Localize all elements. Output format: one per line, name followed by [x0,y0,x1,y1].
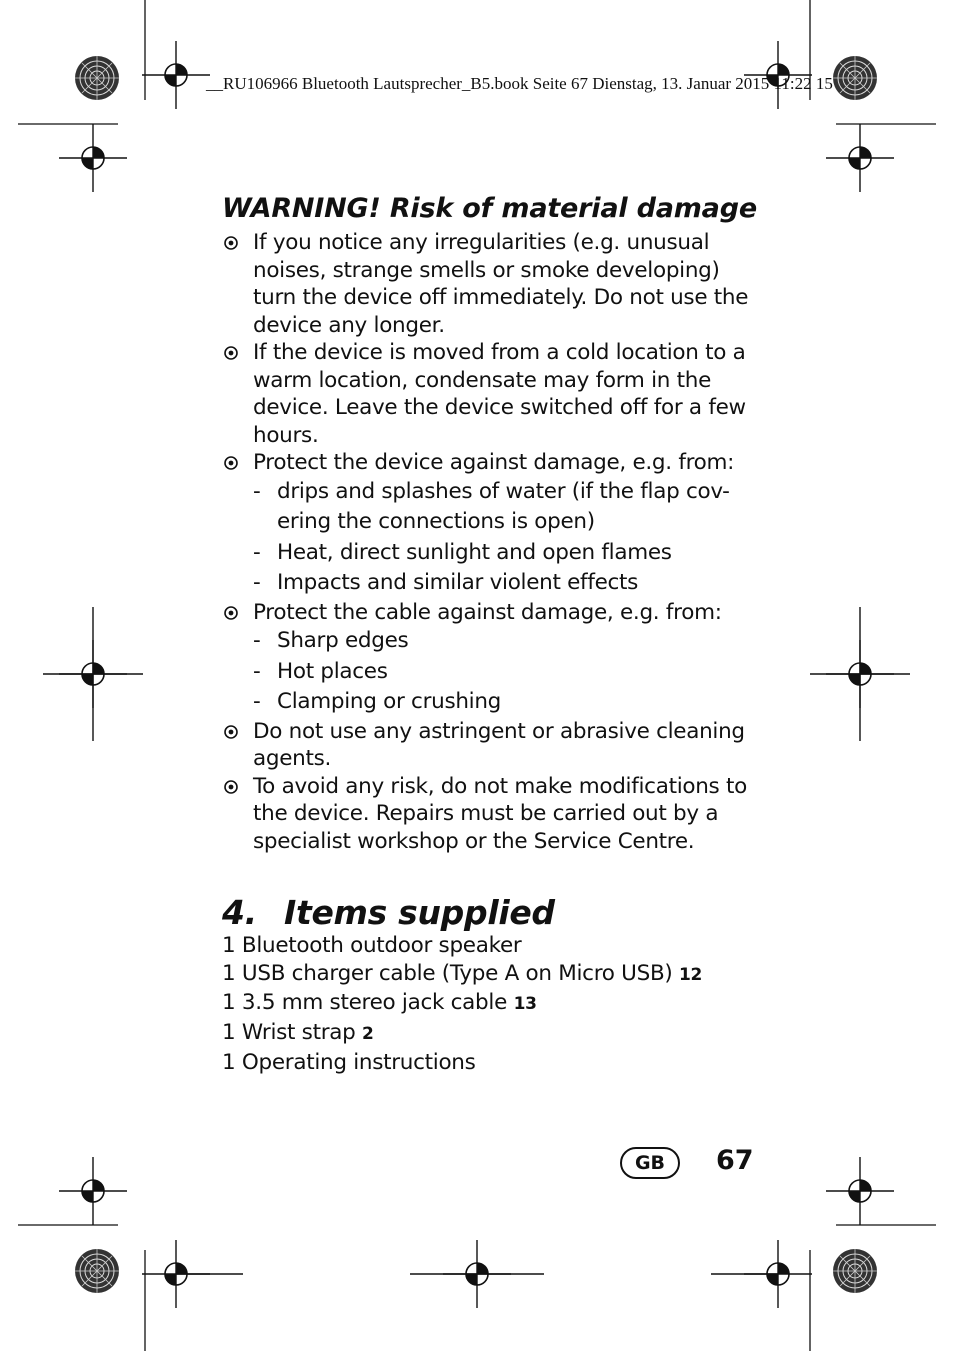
bullet-icon [224,236,238,250]
warning-item [222,599,762,627]
language-badge: GB [620,1147,680,1179]
supplied-item [222,932,762,960]
section-title [222,893,762,932]
warning-list [222,229,762,855]
warning-item-text: If you notice any irregularities (e.g. unusual noises, strange smells or smoke developing) turn the device off immediately. Do not use the device any longer. [253,230,749,338]
warning-item-text: Protect the cable against damage, e.g. from: [253,599,722,625]
print-header-line: __RU106966 Bluetooth Lautsprecher_B5.book Seite 67 Dienstag, 13. Januar 2015 11:22 15 [206,74,833,93]
warning-subitem-text: Impacts and similar violent effects [277,570,639,595]
dash-marker: - [253,658,261,684]
warning-subitem [222,538,762,569]
supplied-item-text: 1 USB charger cable (Type A on Micro USB) [222,960,673,986]
warning-item-text: Do not use any astringent or abrasive cleaning agents. [253,718,745,771]
warning-item [222,449,762,477]
dash-marker: - [253,539,261,565]
supplied-item [222,1019,762,1049]
items-supplied-list [222,932,762,1077]
warning-item [222,773,762,856]
warning-subitem [222,477,762,538]
supplied-item [222,1049,762,1077]
warning-subitem-text: Heat, direct sunlight and open flames [277,539,672,565]
supplied-item-ref: 13 [513,994,537,1015]
warning-item [222,718,762,773]
bullet-icon [224,780,238,794]
warning-subitem [222,657,762,688]
warning-item-text: If the device is moved from a cold location to a warm location, condensate may form in the device. Leave the device switched off for a few hours. [253,340,746,448]
warning-item-text: Protect the device against damage, e.g. from: [253,450,735,475]
dash-marker: - [253,478,261,504]
section-title-text: Items supplied [284,893,555,932]
dash-marker: - [253,628,261,653]
warning-subitem-text: Sharp edges [277,628,409,653]
warning-item [222,229,762,339]
warning-item-text: To avoid any risk, do not make modifications to the device. Repairs must be carried out by a specialist workshop or the Service Centre. [253,773,747,854]
bullet-icon [224,346,238,360]
warning-subitem-text: drips and splashes of water (if the flap cov-ering the connections is open) [277,478,730,534]
warning-subitem [222,568,762,599]
supplied-item [222,989,762,1019]
bullet-icon [224,606,238,620]
supplied-item [222,960,762,990]
supplied-item-ref: 2 [362,1024,374,1045]
supplied-item-text: 1 Operating instructions [222,1049,476,1075]
warning-title: WARNING! Risk of material damage [222,193,757,224]
bullet-icon [224,725,238,739]
bullet-icon [224,456,238,470]
warning-subitem-text: Hot places [277,658,388,684]
dash-marker: - [253,689,261,714]
warning-subitem [222,626,762,657]
warning-subitem [222,687,762,718]
supplied-item-text: 1 Bluetooth outdoor speaker [222,933,522,958]
supplied-item-text: 1 Wrist strap [222,1020,356,1046]
supplied-item-text: 1 3.5 mm stereo jack cable [222,990,508,1016]
warning-subitem-text: Clamping or crushing [277,689,502,714]
warning-item [222,339,762,449]
section-number: 4. [222,893,257,932]
dash-marker: - [253,570,261,595]
supplied-item-ref: 12 [679,964,703,985]
page-content [222,193,762,1077]
page-number: 67 [716,1145,754,1176]
